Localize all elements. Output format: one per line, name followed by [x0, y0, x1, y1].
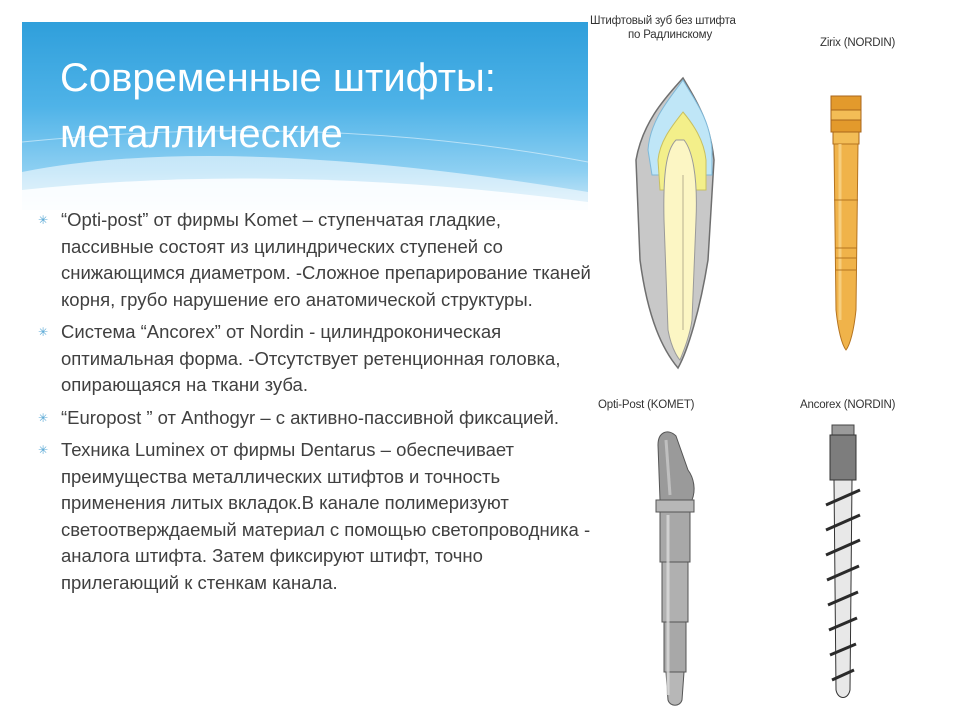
asterisk-bullet-icon: ✳: [38, 213, 49, 227]
bullet-item: [38, 437, 598, 596]
bullet-text: Техника Luminex от фирмы Dentarus – обеспечивает преимущества металлических штифтов и точность применения литых вкладок.В канале полимеризуют светоотверждаемый материал с помощью светопроводника - аналога штифта. Затем фиксируют штифт, точно прилегающий к стенкам канала.: [61, 439, 591, 593]
posts-illustration: [588, 0, 960, 720]
bullet-text: “Opti-post” от фирмы Komet – ступенчатая гладкие, пассивные состоят из цилиндрических ступеней со снижающимся диаметром. -Сложное препарирование тканей корня, грубо нарушение его анатомической структуры.: [61, 209, 591, 310]
asterisk-bullet-icon: ✳: [38, 325, 49, 339]
title-band: [22, 22, 588, 210]
title-line-1: Современные штифты:: [60, 56, 496, 100]
bullet-list: [38, 207, 598, 602]
ancorex-drawing: [826, 425, 860, 698]
illustration-panel: [588, 0, 960, 720]
title-line-2: металлические: [60, 112, 343, 156]
bullet-text: “Europost ” от Anthogyr – с активно-пассивной фиксацией.: [61, 406, 560, 428]
ancorex-caption: Ancorex (NORDIN): [800, 399, 896, 411]
tooth-drawing: [636, 78, 714, 368]
optipost-drawing: [656, 432, 694, 705]
zirix-post-drawing: [831, 96, 861, 350]
zirix-caption: Zirix (NORDIN): [820, 37, 896, 49]
bullet-text: Система “Ancorex” от Nordin - цилиндроконическая оптимальная форма. -Отсутствует ретенционная головка, опирающаяся на ткани зуба.: [61, 321, 561, 395]
slide-title: [60, 50, 580, 162]
bullet-item: [38, 207, 598, 313]
bullet-item: [38, 319, 598, 399]
tooth-caption-line-2: по Радлинскому: [628, 29, 712, 41]
asterisk-bullet-icon: ✳: [38, 410, 49, 425]
optipost-caption: Opti-Post (KOMET): [598, 399, 695, 411]
asterisk-bullet-icon: ✳: [38, 443, 49, 457]
bullet-item: [38, 405, 598, 432]
tooth-caption-line-1: Штифтовый зуб без штифта: [590, 15, 736, 27]
